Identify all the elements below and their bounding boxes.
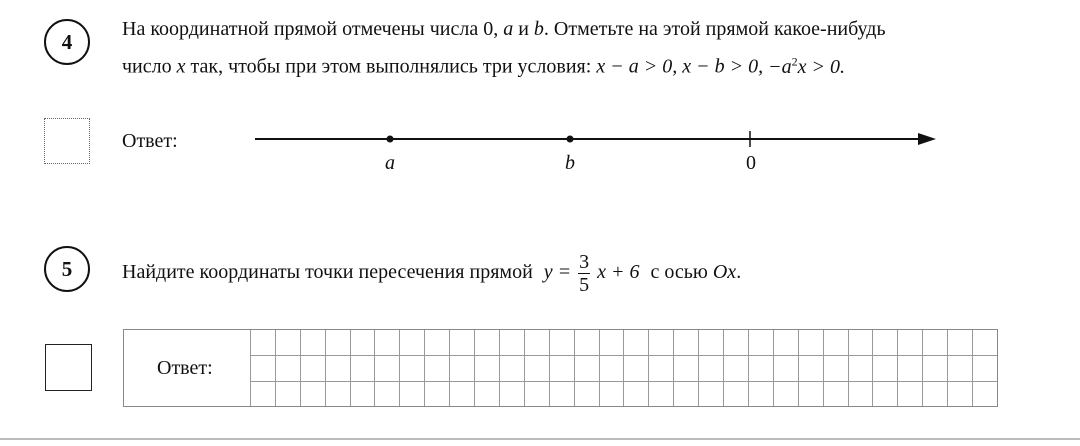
answer-cell[interactable] [623, 381, 648, 406]
answer-cell[interactable] [897, 355, 922, 380]
answer-cell[interactable] [947, 330, 972, 355]
answer-cell[interactable] [848, 355, 873, 380]
condition-1: x − a > 0, [596, 55, 678, 78]
answer-cell[interactable] [499, 381, 524, 406]
answer-cell[interactable] [250, 381, 275, 406]
task-4-line-2: число x так, чтобы при этом выполнялись три условия: x − a > 0, x − b > 0, $-a^2x > 0$. [122, 54, 845, 78]
answer-cell[interactable] [698, 355, 723, 380]
answer-cell[interactable] [798, 330, 823, 355]
answer-cell[interactable] [872, 330, 897, 355]
answer-cell[interactable] [325, 330, 350, 355]
answer-cell[interactable] [599, 381, 624, 406]
answer-cell[interactable] [848, 330, 873, 355]
task-5-statement: Найдите координаты точки пересечения прямой y = $\frac{3}{5}$ x + 6 с осью Ox. [122, 250, 742, 296]
point-a-dot [387, 136, 394, 143]
answer-cell[interactable] [947, 355, 972, 380]
task-number-5: 5 [44, 246, 90, 292]
answer-cell[interactable] [449, 381, 474, 406]
answer-cell[interactable] [275, 330, 300, 355]
answer-cell[interactable] [275, 355, 300, 380]
answer-cell[interactable] [872, 355, 897, 380]
answer-cell[interactable] [599, 355, 624, 380]
point-b-dot [567, 136, 574, 143]
answer-cell[interactable] [972, 381, 997, 406]
answer-cell[interactable] [972, 330, 997, 355]
answer-cell[interactable] [872, 381, 897, 406]
answer-cell[interactable] [698, 330, 723, 355]
label-b: b [565, 152, 575, 174]
task-4-line-1: На координатной прямой отмечены числа 0, a и b. Отметьте на этой прямой какое-нибудь [122, 18, 886, 40]
fraction-3-5: $\frac{3}{5}$ [579, 250, 590, 296]
answer-cell[interactable] [673, 355, 698, 380]
answer-cell[interactable] [325, 355, 350, 380]
answer-cell[interactable] [823, 355, 848, 380]
answer-cell[interactable] [723, 330, 748, 355]
answer-cell[interactable] [399, 355, 424, 380]
answer-cell[interactable] [848, 381, 873, 406]
answer-cell[interactable] [350, 381, 375, 406]
answer-cell[interactable] [748, 355, 773, 380]
answer-cell[interactable] [723, 381, 748, 406]
page-divider [0, 438, 1080, 440]
answer-cell[interactable] [524, 381, 549, 406]
answer-cell[interactable] [250, 330, 275, 355]
condition-2: x − b > 0, [682, 55, 764, 78]
answer-cell[interactable] [748, 381, 773, 406]
answer-cell[interactable] [648, 330, 673, 355]
answer-cell[interactable] [698, 381, 723, 406]
answer-cell[interactable] [300, 381, 325, 406]
number-line-arrow [918, 133, 936, 145]
answer-cell[interactable] [300, 355, 325, 380]
answer-cell[interactable] [574, 355, 599, 380]
answer-cell[interactable] [524, 330, 549, 355]
answer-cell[interactable] [449, 355, 474, 380]
answer-cell[interactable] [922, 330, 947, 355]
answer-cell[interactable] [474, 381, 499, 406]
answer-cell[interactable] [773, 381, 798, 406]
task-4-answer-label: Ответ: [122, 130, 178, 152]
task-number-4: 4 [44, 19, 90, 65]
answer-cell[interactable] [524, 355, 549, 380]
answer-cell[interactable] [823, 381, 848, 406]
answer-cell[interactable] [673, 330, 698, 355]
condition-3: $-a^2x > 0$. [768, 54, 845, 78]
answer-cell[interactable] [673, 381, 698, 406]
answer-grid[interactable] [250, 330, 997, 406]
answer-cell[interactable] [773, 330, 798, 355]
answer-cell[interactable] [399, 381, 424, 406]
answer-cell[interactable] [350, 330, 375, 355]
answer-cell[interactable] [474, 330, 499, 355]
answer-cell[interactable] [897, 381, 922, 406]
answer-cell[interactable] [972, 355, 997, 380]
number-line [0, 0, 1080, 200]
answer-cell[interactable] [648, 355, 673, 380]
answer-form [123, 329, 998, 407]
task-5-score-box [45, 344, 92, 391]
answer-cell[interactable] [449, 330, 474, 355]
answer-cell[interactable] [723, 355, 748, 380]
answer-cell[interactable] [424, 330, 449, 355]
answer-cell[interactable] [574, 381, 599, 406]
answer-cell[interactable] [424, 381, 449, 406]
answer-cell[interactable] [374, 355, 399, 380]
answer-cell[interactable] [623, 330, 648, 355]
answer-cell[interactable] [599, 330, 624, 355]
answer-cell[interactable] [623, 355, 648, 380]
answer-cell[interactable] [922, 355, 947, 380]
task-5-answer-label: Ответ: [157, 357, 213, 379]
answer-cell[interactable] [648, 381, 673, 406]
answer-cell[interactable] [922, 381, 947, 406]
answer-cell[interactable] [499, 330, 524, 355]
answer-cell[interactable] [549, 381, 574, 406]
answer-cell[interactable] [399, 330, 424, 355]
answer-cell[interactable] [350, 355, 375, 380]
answer-cell[interactable] [300, 330, 325, 355]
answer-cell[interactable] [773, 355, 798, 380]
answer-cell[interactable] [499, 355, 524, 380]
answer-cell[interactable] [374, 381, 399, 406]
answer-cell[interactable] [549, 330, 574, 355]
answer-cell[interactable] [250, 355, 275, 380]
answer-cell[interactable] [424, 355, 449, 380]
answer-cell[interactable] [897, 330, 922, 355]
label-zero: 0 [746, 152, 756, 174]
answer-cell[interactable] [549, 355, 574, 380]
answer-cell[interactable] [798, 355, 823, 380]
answer-cell[interactable] [748, 330, 773, 355]
answer-cell[interactable] [823, 330, 848, 355]
answer-cell[interactable] [325, 381, 350, 406]
answer-cell[interactable] [275, 381, 300, 406]
answer-cell[interactable] [798, 381, 823, 406]
label-a: a [385, 152, 395, 174]
answer-cell[interactable] [474, 355, 499, 380]
answer-cell[interactable] [574, 330, 599, 355]
answer-cell[interactable] [947, 381, 972, 406]
answer-cell[interactable] [374, 330, 399, 355]
